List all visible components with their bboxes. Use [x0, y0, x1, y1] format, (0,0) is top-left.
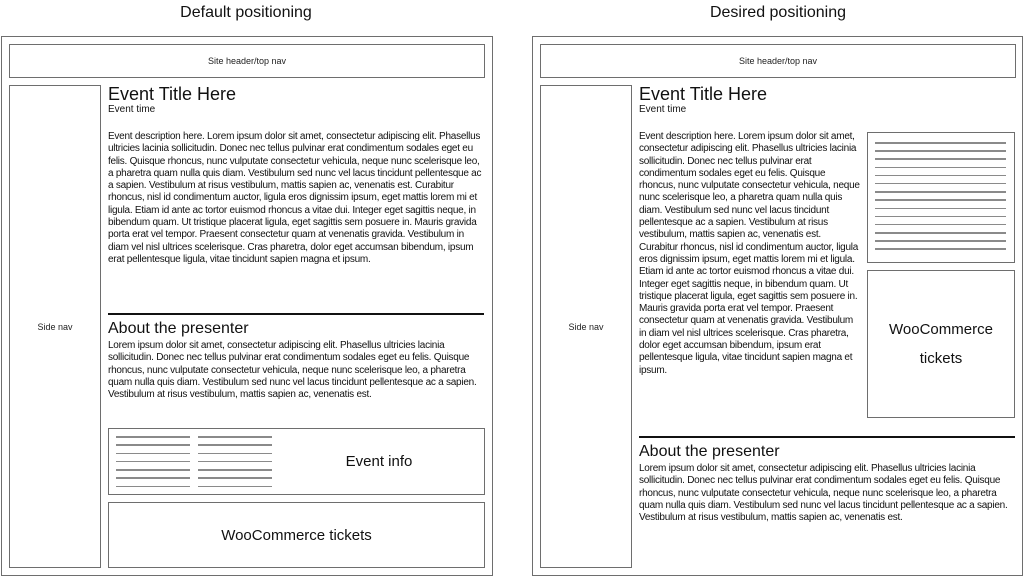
- woocommerce-tickets-box: [108, 502, 485, 568]
- event-info-lines-col-1: [116, 436, 190, 487]
- side-nav-box: [540, 85, 632, 568]
- desired-positioning-title: Desired positioning: [709, 4, 847, 21]
- section-divider: [639, 436, 1015, 438]
- event-info-box: [867, 132, 1015, 263]
- event-info-lines-col-2: [198, 436, 272, 487]
- side-nav-label: Side nav: [568, 321, 604, 332]
- presenter-text: Lorem ipsum dolor sit amet, consectetur adipiscing elit. Phasellus ultricies lacinia sollicitudin. Donec nec tellus pulvinar erat condimentum sodales eget eu felis. Quisque rhoncus, nunc vulputate consectetur vehicula, neque nunc scelerisque leo, a pharetra quam nulla quis diam. Vestibulum sed nunc vel lacus tincidunt pellentesque ac a sapien. Vestibulum at risus vestibulum, mattis sapien ac, venenatis est.: [639, 463, 1008, 524]
- event-info-label: Event info: [345, 453, 413, 470]
- section-divider: [108, 313, 484, 315]
- site-header-box: [540, 44, 1016, 78]
- side-nav-label: Side nav: [37, 321, 73, 332]
- woocommerce-tickets-label: WooCommerce tickets: [221, 526, 372, 544]
- presenter-text: Lorem ipsum dolor sit amet, consectetur adipiscing elit. Phasellus ultricies lacinia sollicitudin. Donec nec tellus pulvinar erat condimentum sodales eget eu felis. Quisque rhoncus, nunc vulputate consectetur vehicula, neque nunc scelerisque leo, a pharetra quam nulla quis diam. Vestibulum sed nunc vel lacus tincidunt pellentesque ac a sapien. Vestibulum at risus vestibulum, mattis sapien ac, venenatis est.: [108, 340, 477, 401]
- default-positioning-title: Default positioning: [180, 4, 312, 21]
- woocommerce-tickets-label: WooCommerce tickets: [889, 321, 993, 367]
- site-header-label: Site header/top nav: [207, 56, 287, 66]
- side-nav-box: [9, 85, 101, 568]
- event-title: Event Title Here: [108, 84, 237, 104]
- event-time: Event time: [639, 104, 687, 115]
- event-description: Event description here. Lorem ipsum dolor sit amet, consectetur adipiscing elit. Phasellus ultricies lacinia sollicitudin. Donec nec tellus pulvinar erat condimentum sodales eget eu felis. Quisque rhoncus, nunc vulputate consectetur vehicula, neque nunc scelerisque leo, a pharetra quam nulla quis diam. Vestibulum sed nunc vel lacus tincidunt pellentesque ac a sapien. Vestibulum at risus vestibulum, mattis sapien ac, venenatis est. Curabitur rhoncus, nisl id condimentum auctor, ligula eros dignissim ipsum, eget mattis lorem mi et ligula. Etiam id ante ac tortor euismod rhoncus a vitae dui. Integer eget sagittis neque, in bibendum quam. Ut tristique placerat ligula, eget sagittis sem posuere in. Mauris gravida porta erat vel tempor. Praesent consectetur quam at venenatis gravida. Vestibulum in diam vel nisl ultrices scelerisque. Cras pharetra, dolor eget accumsan bibendum, ipsum erat pellentesque ligula, vitae tincidunt sapien magna et ipsum.: [639, 131, 860, 376]
- event-description: Event description here. Lorem ipsum dolor sit amet, consectetur adipiscing elit. Phasellus ultricies lacinia sollicitudin. Donec nec tellus pulvinar erat condimentum sodales eget eu felis. Quisque rhoncus, nunc vulputate consectetur vehicula, neque nunc scelerisque leo, a pharetra quam nulla quis diam. Vestibulum sed nunc vel lacus tincidunt pellentesque ac a sapien. Vestibulum at risus vestibulum, mattis sapien ac, venenatis est. Curabitur rhoncus, nisl id condimentum auctor, ligula eros dignissim ipsum, eget mattis lorem mi et ligula. Etiam id ante ac tortor euismod rhoncus a vitae dui. Integer eget sagittis neque, in bibendum quam. Ut tristique placerat ligula, eget sagittis sem posuere in. Mauris gravida porta erat vel tempor. Praesent consectetur quam at venenatis gravida. Vestibulum in diam vel nisl ultrices scelerisque. Cras pharetra, dolor eget accumsan bibendum, ipsum erat pellentesque ligula, vitae tincidunt sapien magna et ipsum.: [108, 131, 482, 265]
- site-header-box: [9, 44, 485, 78]
- event-info-box: [108, 428, 485, 495]
- event-title: Event Title Here: [639, 84, 768, 104]
- event-time: Event time: [108, 104, 156, 115]
- woocommerce-tickets-box: [867, 270, 1015, 418]
- presenter-heading: About the presenter: [108, 320, 249, 337]
- presenter-heading: About the presenter: [639, 443, 780, 460]
- site-header-label: Site header/top nav: [738, 56, 818, 66]
- event-info-lines: [875, 142, 1006, 250]
